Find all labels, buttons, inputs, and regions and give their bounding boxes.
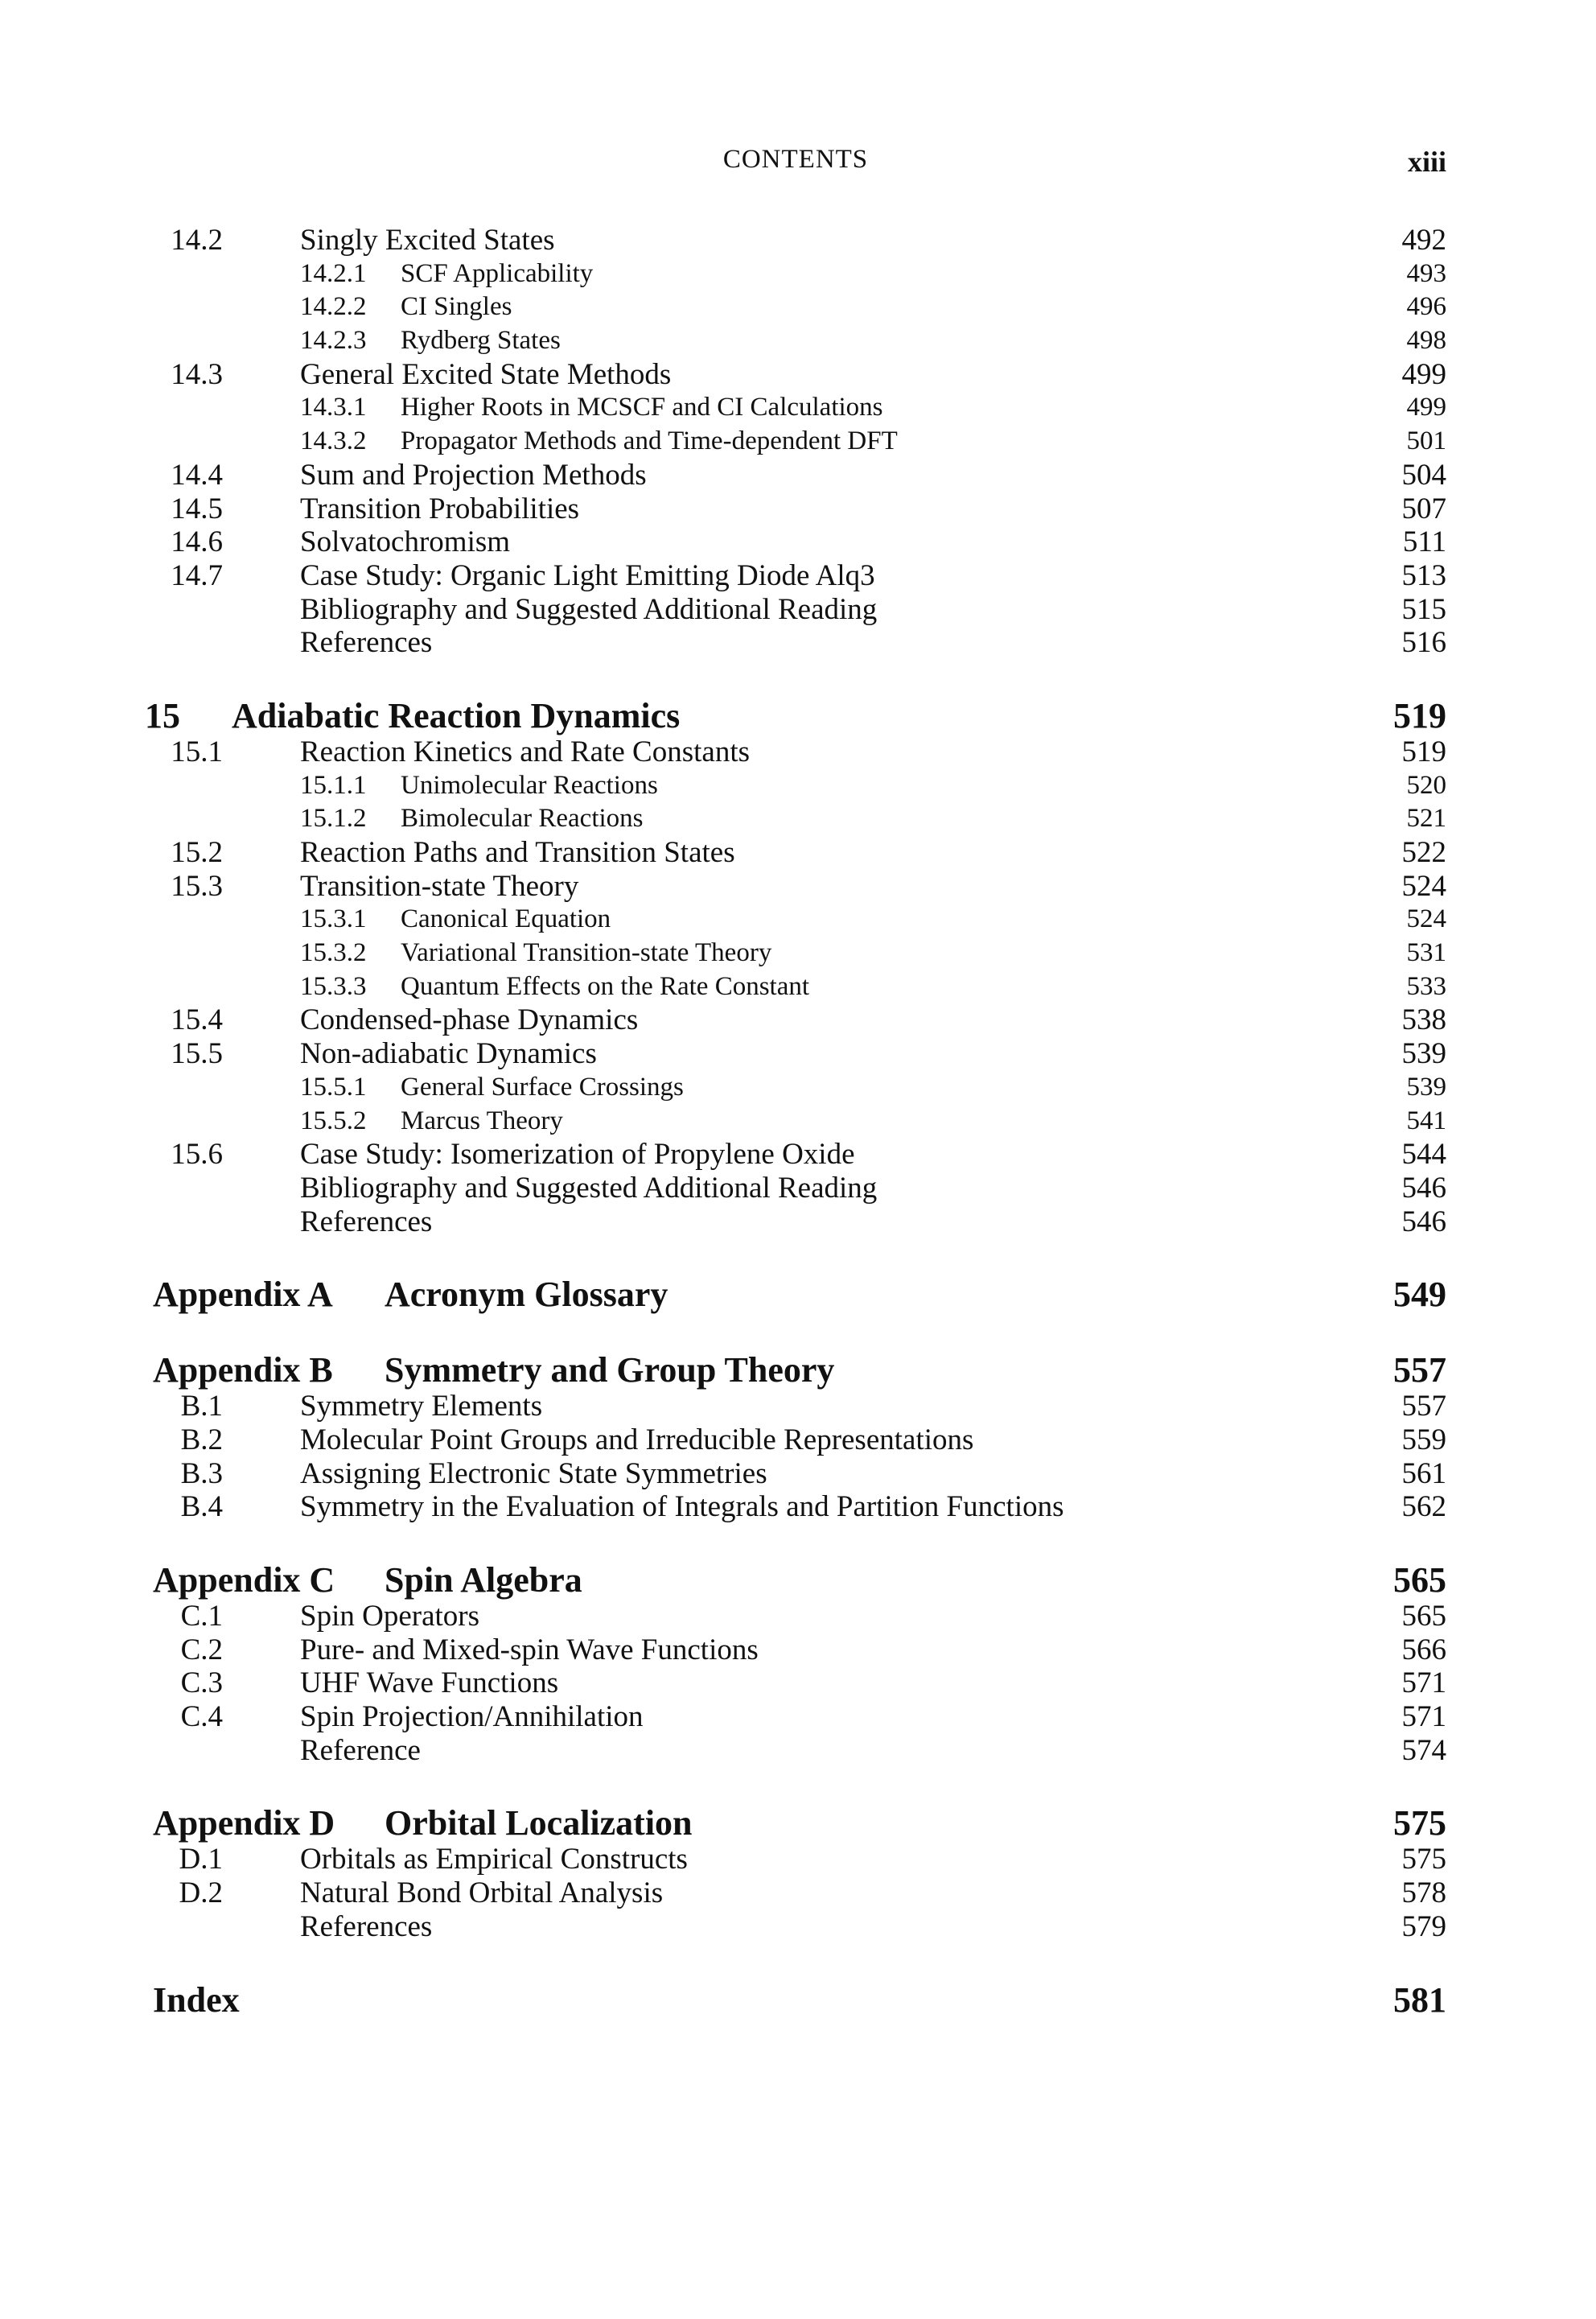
entry-title: Assigning Electronic State Symmetries	[300, 1456, 767, 1490]
entry-title: References	[300, 626, 433, 660]
entry-page: 574	[1401, 1733, 1446, 1767]
entry-number: Appendix D	[153, 1803, 335, 1843]
section-gap	[145, 1767, 1446, 1804]
entry-page: 571	[1401, 1700, 1446, 1734]
section-row[interactable]	[145, 1138, 1446, 1172]
entry-title: Sum and Projection Methods	[300, 458, 647, 492]
entry-page: 566	[1401, 1633, 1446, 1666]
entry-page: 539	[1406, 1072, 1446, 1102]
entry-page: 501	[1406, 426, 1446, 456]
entry-title: Symmetry in the Evaluation of Integrals and Partition Functions	[300, 1490, 1064, 1524]
entry-title: Unimolecular Reactions	[401, 770, 658, 800]
entry-title: Symmetry and Group Theory	[385, 1350, 835, 1390]
entry-title: Non-adiabatic Dynamics	[300, 1037, 597, 1071]
subsection-row[interactable]	[145, 391, 1446, 425]
section-row[interactable]	[145, 358, 1446, 392]
entry-number: D.2	[179, 1876, 223, 1910]
entry-page: 516	[1401, 626, 1446, 660]
subsection-row[interactable]	[145, 290, 1446, 324]
entry-number: 15.5.2	[300, 1106, 367, 1135]
section-row[interactable]	[145, 492, 1446, 526]
entry-page: 578	[1401, 1876, 1446, 1910]
subsection-row[interactable]	[145, 324, 1446, 358]
entry-number: B.4	[180, 1490, 223, 1524]
section-row[interactable]	[145, 1600, 1446, 1633]
section-row[interactable]	[145, 459, 1446, 492]
entry-number: C.1	[180, 1600, 223, 1633]
section-row[interactable]	[145, 1457, 1446, 1491]
entry-number: 15.5.1	[300, 1072, 367, 1102]
entry-page: 515	[1401, 592, 1446, 626]
entry-number: 15.4	[171, 1003, 223, 1037]
entry-page: 504	[1401, 458, 1446, 492]
subsection-row[interactable]	[145, 1105, 1446, 1139]
appendix-row[interactable]	[145, 1275, 1446, 1314]
entry-page: 546	[1401, 1171, 1446, 1205]
entry-number: C.3	[180, 1666, 223, 1700]
entry-title: Spin Algebra	[385, 1560, 582, 1600]
entry-title: Adiabatic Reaction Dynamics	[232, 695, 681, 735]
subsection-row[interactable]	[145, 970, 1446, 1004]
entry-title: Pure- and Mixed-spin Wave Functions	[300, 1633, 759, 1666]
section-row[interactable]	[145, 1876, 1446, 1910]
entry-number: B.1	[180, 1390, 223, 1423]
entry-title: Marcus Theory	[401, 1106, 563, 1135]
section-row[interactable]	[145, 1700, 1446, 1734]
subsection-row[interactable]	[145, 257, 1446, 291]
entry-page: 538	[1401, 1003, 1446, 1037]
entry-title: General Excited State Methods	[300, 357, 672, 391]
entry-page: 546	[1401, 1205, 1446, 1238]
entry-page: 549	[1393, 1275, 1446, 1315]
subsection-row[interactable]	[145, 903, 1446, 937]
entry-number: 14.2	[171, 224, 223, 257]
subsection-row[interactable]	[145, 937, 1446, 970]
entry-title: Symmetry Elements	[300, 1390, 543, 1423]
entry-page: 561	[1401, 1456, 1446, 1490]
entry-page: 575	[1401, 1843, 1446, 1876]
entry-title: Orbital Localization	[385, 1803, 693, 1843]
chapter-row[interactable]	[145, 697, 1446, 735]
entry-title: Spin Projection/Annihilation	[300, 1700, 644, 1734]
entry-title: Molecular Point Groups and Irreducible Representations	[300, 1423, 974, 1456]
entry-number: B.3	[180, 1456, 223, 1490]
entry-title: Rydberg States	[401, 326, 561, 356]
entry-page: 571	[1401, 1666, 1446, 1700]
entry-title: Solvatochromism	[300, 525, 511, 559]
entry-title: Case Study: Organic Light Emitting Diode Alq3	[300, 558, 875, 592]
entry-page: 496	[1406, 292, 1446, 322]
entry-page: 493	[1406, 258, 1446, 288]
running-title: CONTENTS	[722, 145, 869, 174]
entry-page: 579	[1401, 1909, 1446, 1943]
entry-number: 14.2.2	[300, 292, 367, 322]
entry-page: 559	[1401, 1423, 1446, 1456]
entry-page: 544	[1401, 1138, 1446, 1172]
entry-number: 15.1.2	[300, 804, 367, 834]
entry-number: 15.6	[171, 1138, 223, 1172]
entry-page: 562	[1401, 1490, 1446, 1524]
entry-number: 14.3	[171, 357, 223, 391]
entry-number: D.1	[179, 1843, 223, 1876]
subsection-row[interactable]	[145, 769, 1446, 803]
appendix-row[interactable]	[145, 1804, 1446, 1843]
section-row[interactable]	[145, 559, 1446, 593]
entry-number: 14.3.1	[300, 393, 367, 422]
entry-page: 565	[1393, 1560, 1446, 1600]
entry-number: 15.3.2	[300, 938, 367, 968]
appendix-row[interactable]	[145, 1351, 1446, 1390]
section-row[interactable]	[145, 593, 1446, 627]
entry-number: B.2	[180, 1423, 223, 1456]
entry-title: Higher Roots in MCSCF and CI Calculations	[401, 393, 883, 422]
section-row[interactable]	[145, 1666, 1446, 1700]
entry-page: 499	[1401, 357, 1446, 391]
entry-page: 533	[1406, 971, 1446, 1001]
section-gap	[145, 1314, 1446, 1351]
entry-title: UHF Wave Functions	[300, 1666, 559, 1700]
entry-number: Appendix B	[153, 1350, 333, 1390]
section-row[interactable]	[145, 836, 1446, 870]
section-row[interactable]	[145, 1734, 1446, 1768]
entry-title: SCF Applicability	[401, 258, 594, 288]
section-row[interactable]	[145, 1910, 1446, 1944]
page-header	[145, 145, 1446, 180]
entry-page: 522	[1401, 836, 1446, 869]
section-row[interactable]	[145, 626, 1446, 660]
entry-number: 15.2	[171, 836, 223, 869]
section-row[interactable]	[145, 1003, 1446, 1037]
entry-page: 539	[1401, 1037, 1446, 1071]
entry-number: C.4	[180, 1700, 223, 1734]
entry-page: 492	[1401, 224, 1446, 257]
entry-number: 15.3	[171, 869, 223, 903]
entry-number: Appendix A	[153, 1275, 333, 1315]
entry-title: Canonical Equation	[401, 904, 611, 934]
entry-number: Appendix C	[153, 1560, 335, 1600]
entry-title: References	[300, 1909, 433, 1943]
entry-number: 15.3.3	[300, 971, 367, 1001]
section-gap	[145, 1944, 1446, 1981]
entry-number: 15.3.1	[300, 904, 367, 934]
entry-number: 14.6	[171, 525, 223, 559]
section-row[interactable]	[145, 1490, 1446, 1524]
entry-title: Case Study: Isomerization of Propylene Oxide	[300, 1138, 855, 1172]
entry-title: General Surface Crossings	[401, 1072, 684, 1102]
table-of-contents	[145, 224, 1446, 2020]
entry-page: 511	[1402, 525, 1446, 559]
index-row[interactable]	[145, 1981, 1446, 2020]
entry-page: 513	[1401, 558, 1446, 592]
entry-title: Bibliography and Suggested Additional Reading	[300, 1171, 878, 1205]
entry-number: 14.2.1	[300, 258, 367, 288]
entry-title: Bimolecular Reactions	[401, 804, 644, 834]
entry-page: 519	[1401, 735, 1446, 768]
section-row[interactable]	[145, 735, 1446, 769]
entry-title: Reference	[300, 1733, 421, 1767]
entry-number: 14.5	[171, 492, 223, 525]
entry-page: 531	[1406, 938, 1446, 968]
entry-title: Propagator Methods and Time-dependent DFT	[401, 426, 898, 456]
entry-page: 507	[1401, 492, 1446, 525]
entry-title: Acronym Glossary	[385, 1275, 668, 1315]
entry-number: 14.2.3	[300, 326, 367, 356]
entry-title: Transition Probabilities	[300, 492, 580, 525]
entry-title: Natural Bond Orbital Analysis	[300, 1876, 664, 1910]
appendix-row[interactable]	[145, 1561, 1446, 1600]
entry-page: 541	[1406, 1106, 1446, 1135]
entry-title: References	[300, 1205, 433, 1238]
section-row[interactable]	[145, 1172, 1446, 1205]
page-number: xiii	[1407, 146, 1446, 178]
section-gap	[145, 1524, 1446, 1561]
entry-title: Reaction Kinetics and Rate Constants	[300, 735, 750, 768]
entry-title: Singly Excited States	[300, 224, 555, 257]
entry-title: Variational Transition-state Theory	[401, 938, 772, 968]
section-row[interactable]	[145, 1205, 1446, 1239]
section-row[interactable]	[145, 1843, 1446, 1876]
section-gap	[145, 660, 1446, 697]
subsection-row[interactable]	[145, 1071, 1446, 1105]
entry-page: 498	[1406, 326, 1446, 356]
entry-page: 565	[1401, 1600, 1446, 1633]
subsection-row[interactable]	[145, 802, 1446, 836]
entry-title: Condensed-phase Dynamics	[300, 1003, 639, 1037]
section-gap	[145, 1238, 1446, 1275]
entry-page: 521	[1406, 804, 1446, 834]
entry-number: 14.7	[171, 558, 223, 592]
entry-page: 557	[1401, 1390, 1446, 1423]
entry-title: Orbitals as Empirical Constructs	[300, 1843, 688, 1876]
section-row[interactable]	[145, 1037, 1446, 1071]
subsection-row[interactable]	[145, 425, 1446, 459]
entry-page: 575	[1393, 1803, 1446, 1843]
entry-number: C.2	[180, 1633, 223, 1666]
entry-number: 15	[145, 695, 180, 735]
section-row[interactable]	[145, 870, 1446, 904]
entry-title: Spin Operators	[300, 1600, 479, 1633]
entry-number: 15.1.1	[300, 770, 367, 800]
entry-number: 15.5	[171, 1037, 223, 1071]
entry-title: Bibliography and Suggested Additional Reading	[300, 592, 878, 626]
entry-title: Quantum Effects on the Rate Constant	[401, 971, 810, 1001]
section-row[interactable]	[145, 1633, 1446, 1667]
entry-number: 14.3.2	[300, 426, 367, 456]
entry-page: 520	[1406, 770, 1446, 800]
entry-page: 519	[1393, 695, 1446, 735]
entry-title: Transition-state Theory	[300, 869, 579, 903]
entry-title: Index	[153, 1979, 240, 2020]
entry-title: Reaction Paths and Transition States	[300, 836, 735, 869]
entry-page: 524	[1406, 904, 1446, 934]
entry-page: 524	[1401, 869, 1446, 903]
entry-page: 557	[1393, 1350, 1446, 1390]
entry-number: 14.4	[171, 458, 223, 492]
section-row[interactable]	[145, 1423, 1446, 1457]
section-row[interactable]	[145, 224, 1446, 257]
entry-page: 581	[1393, 1979, 1446, 2020]
entry-number: 15.1	[171, 735, 223, 768]
section-row[interactable]	[145, 525, 1446, 559]
entry-page: 499	[1406, 393, 1446, 422]
section-row[interactable]	[145, 1390, 1446, 1423]
entry-title: CI Singles	[401, 292, 512, 322]
